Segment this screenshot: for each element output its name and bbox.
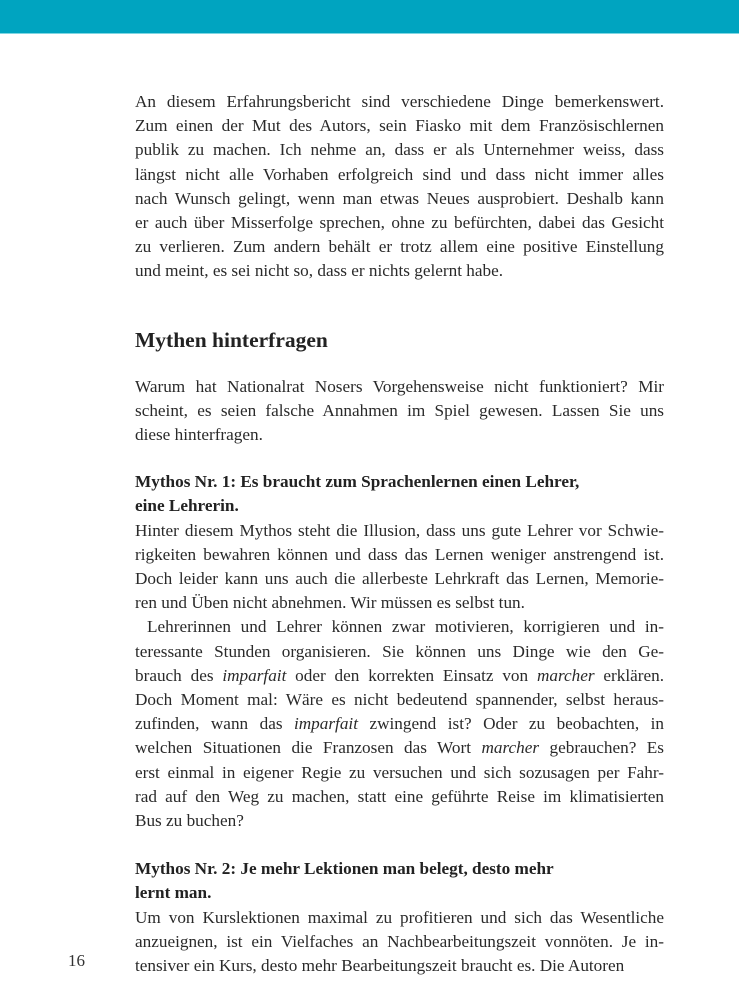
text-line: rad auf den Weg zu machen, statt eine geführte Reise im klimatisierten — [135, 786, 664, 806]
text-line: rigkeiten bewahren können und dass das Lernen weniger anstrengend ist. — [135, 544, 664, 564]
text-line: tensiver ein Kurs, desto mehr Bearbeitungszeit braucht es. Die Autoren — [135, 956, 625, 976]
text-run: erklären. — [594, 665, 664, 685]
myth-1-paragraph-2 — [135, 615, 664, 833]
italic-term: imparfait — [222, 665, 287, 685]
page-number: 16 — [68, 951, 85, 970]
text-line: längst nicht alle Vorhaben erfolgreich sind und dass nicht immer alles — [135, 164, 664, 184]
italic-term: marcher — [536, 665, 595, 685]
text-line: er auch über Misserfolge sprechen, ohne zu befürchten, dabei das Gesicht — [135, 213, 664, 233]
myth-1-heading — [135, 470, 664, 518]
italic-term: marcher — [481, 738, 540, 758]
heading-line: Mythos Nr. 1: Es braucht zum Sprachenlernen einen Lehrer, — [135, 472, 580, 492]
myth-1-paragraph-1 — [135, 519, 664, 616]
text-line: ren und Üben nicht abnehmen. Wir müssen es selbst tun. — [135, 593, 525, 613]
heading-line: lernt man. — [135, 883, 212, 903]
text-line: nach Wunsch gelingt, wenn man etwas Neues ausprobiert. Deshalb kann — [135, 188, 664, 208]
text-line: teressante Stunden organisieren. Sie können uns Dinge wie den Ge- — [135, 641, 664, 661]
text-line: scheint, es seien falsche Annahmen im Spiel gewesen. Lassen Sie uns — [135, 400, 664, 420]
text-line: zu verlieren. Zum andern behält er trotz allem eine positive Einstellung — [135, 237, 664, 257]
text-line: anzueignen, ist ein Vielfaches an Nachbearbeitungszeit vonnöten. Je in- — [135, 931, 664, 951]
text-line: Bus zu buchen? — [135, 811, 244, 831]
myth-2-heading — [135, 857, 664, 905]
text-line — [135, 712, 664, 736]
text-line: Hinter diesem Mythos steht die Illusion, dass uns gute Lehrer vor Schwie- — [135, 520, 664, 540]
text-line: und meint, es sei nicht so, dass er nichts gelernt habe. — [135, 261, 504, 281]
text-line: An diesem Erfahrungsbericht sind verschiedene Dinge bemerkenswert. — [135, 92, 664, 111]
text-line: Zum einen der Mut des Autors, sein Fiasko mit dem Französischlernen — [135, 116, 664, 136]
text-run: gebrauchen? Es — [539, 738, 664, 758]
text-line: Lehrerinnen und Lehrer können zwar motivieren, korrigieren und in- — [147, 617, 664, 637]
heading-line: eine Lehrerin. — [135, 496, 239, 516]
text-line: erst einmal in eigener Regie zu versuchen und sich sozusagen per Fahr- — [135, 762, 664, 782]
text-line — [135, 736, 664, 760]
header-color-bar — [0, 0, 739, 34]
text-line: Doch Moment mal: Wäre es nicht bedeutend spannender, selbst heraus- — [135, 690, 664, 710]
heading-line: Mythos Nr. 2: Je mehr Lektionen man belegt, desto mehr — [135, 859, 554, 879]
text-line: Warum hat Nationalrat Nosers Vorgehensweise nicht funktioniert? Mir — [135, 376, 664, 396]
section-heading: Mythen hinterfragen — [135, 327, 328, 352]
text-run: brauch des — [135, 665, 223, 685]
text-line: Doch leider kann uns auch die allerbeste Lehrkraft das Lernen, Memorie- — [135, 569, 664, 589]
page-body — [135, 90, 664, 978]
text-run: zufinden, wann das — [135, 714, 294, 734]
text-line: Um von Kurslektionen maximal zu profitieren und sich das Wesentliche — [135, 907, 664, 927]
text-run: oder den korrekten Einsatz von — [286, 665, 537, 685]
intro-paragraph — [135, 90, 664, 284]
myth-2-paragraph-1 — [135, 906, 664, 979]
section-intro-paragraph — [135, 375, 664, 448]
text-run: welchen Situationen die Franzosen das Wort — [135, 738, 482, 758]
text-line: publik zu machen. Ich nehme an, dass er als Unternehmer weiss, dass — [135, 140, 664, 160]
text-line — [135, 664, 664, 688]
text-line: diese hinterfragen. — [135, 425, 263, 445]
italic-term: imparfait — [293, 714, 358, 734]
text-run: zwingend ist? Oder zu beobachten, in — [357, 714, 664, 734]
